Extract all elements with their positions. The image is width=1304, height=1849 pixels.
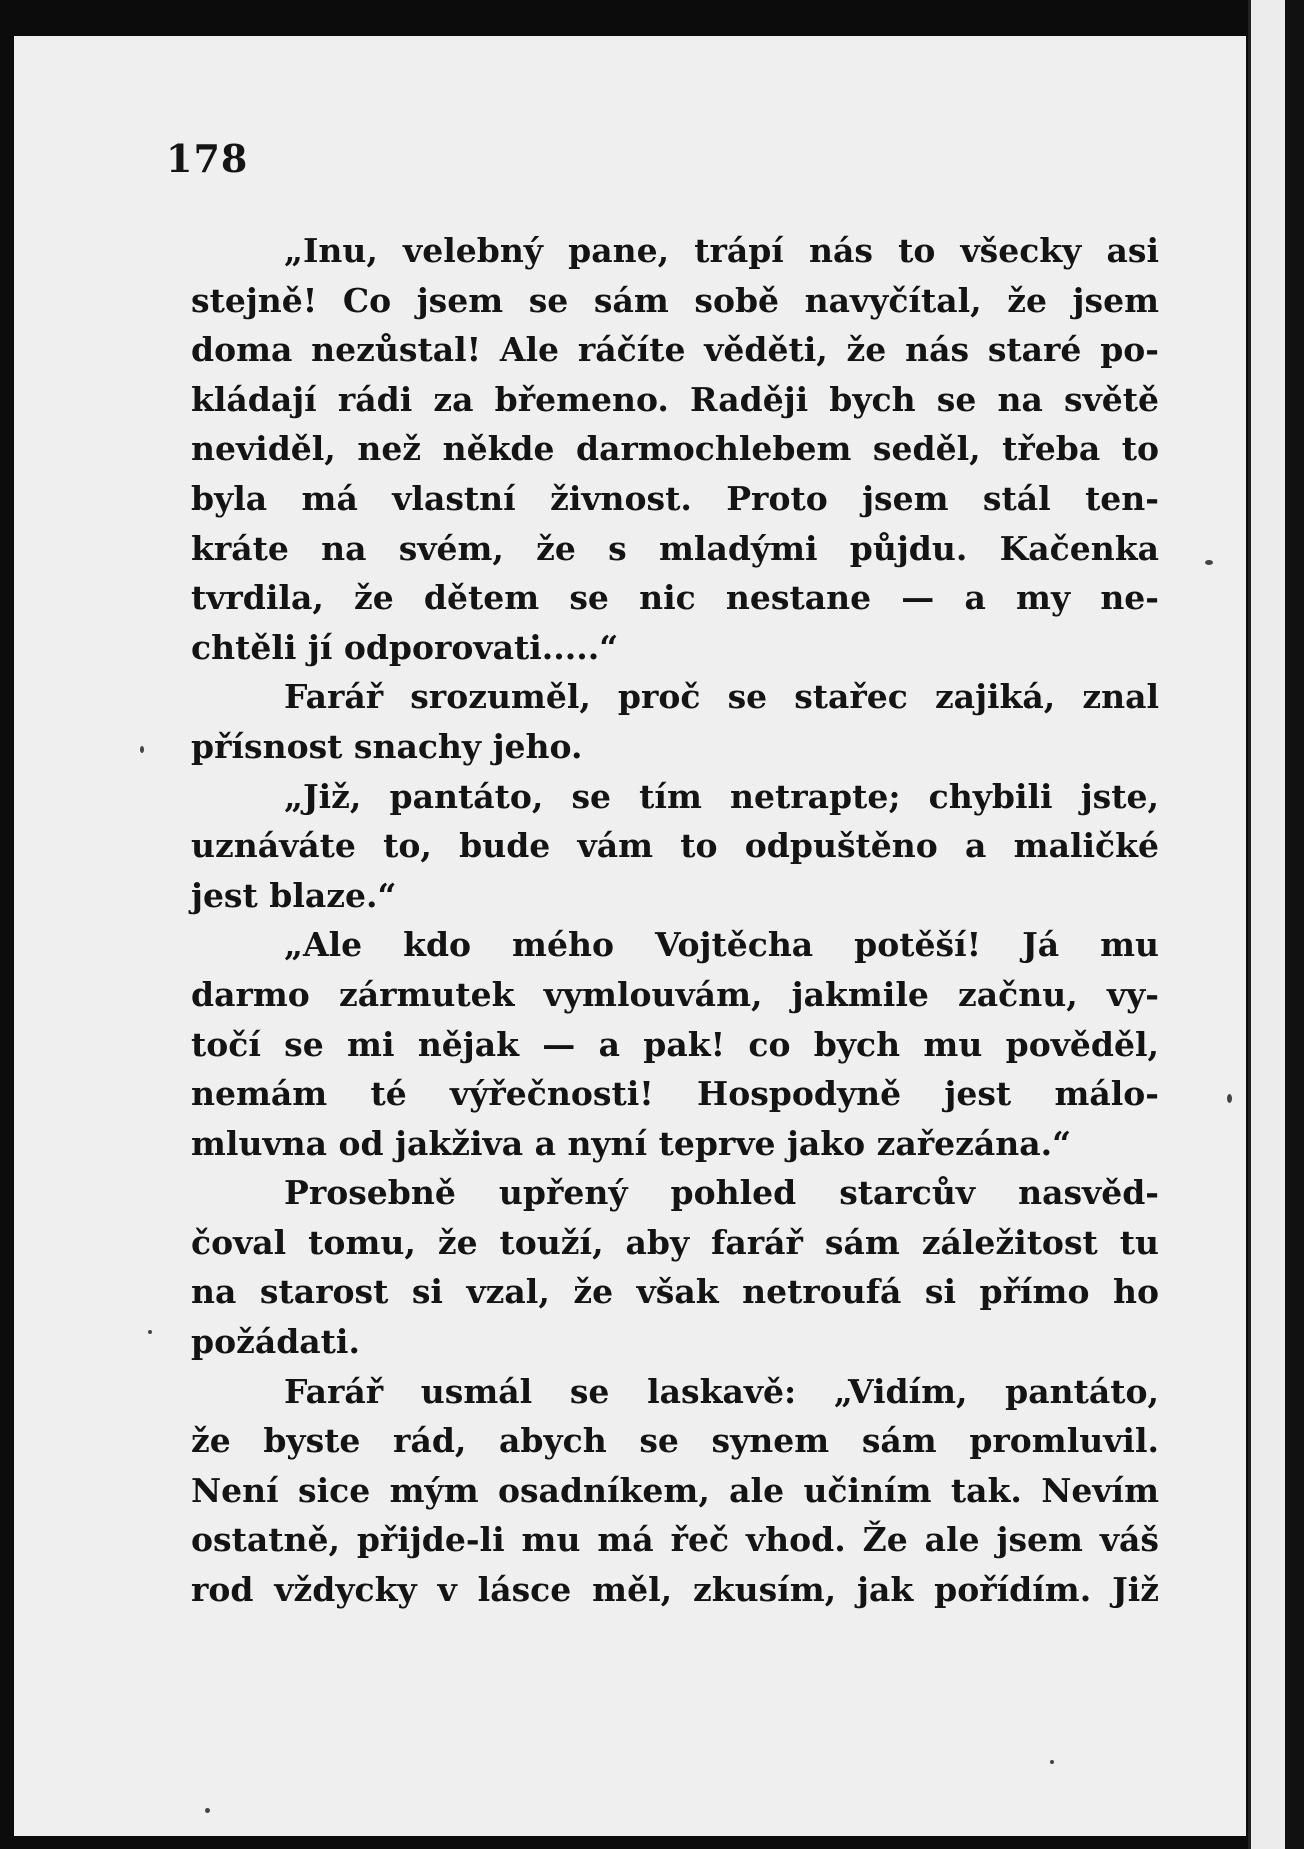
text-line: požádati. bbox=[191, 1322, 360, 1362]
text-line: Prosebně upřený pohled starcův nasvěd- bbox=[284, 1173, 1159, 1213]
scan-speck bbox=[1227, 1094, 1232, 1103]
scan-speck bbox=[1050, 1760, 1054, 1764]
text-line: stejně! Co jsem se sám sobě navyčítal, že jsem bbox=[191, 280, 1159, 320]
text-line: kráte na svém, že s mladými půjdu. Kačenka bbox=[191, 528, 1159, 568]
scan-speck bbox=[205, 1808, 210, 1813]
text-line: byla má vlastní živnost. Proto jsem stál ten- bbox=[191, 478, 1159, 518]
text-line: Není sice mým osadníkem, ale učiním tak. Nevím bbox=[191, 1470, 1159, 1510]
text-line: chtěli jí odporovati.....“ bbox=[191, 627, 619, 667]
adjacent-page-edge bbox=[1248, 0, 1288, 1849]
text-line: neviděl, než někde darmochlebem seděl, třeba to bbox=[191, 429, 1159, 469]
page-number: 178 bbox=[166, 136, 249, 181]
text-line: mluvna od jakživa a nyní teprve jako zařezána.“ bbox=[191, 1123, 1072, 1163]
text-line: uznáváte to, bude vám to odpuštěno a maličké bbox=[191, 826, 1159, 866]
text-line: „Inu, velebný pane, trápí nás to všecky asi bbox=[284, 231, 1159, 270]
text-line: darmo zármutek vymlouvám, jakmile začnu, vy- bbox=[191, 974, 1159, 1014]
text-line: čoval tomu, že touží, aby farář sám záležitost tu bbox=[191, 1222, 1159, 1262]
scan-speck bbox=[140, 746, 144, 753]
text-line: přísnost snachy jeho. bbox=[191, 726, 583, 766]
text-line: že byste rád, abych se synem sám promluvil. bbox=[191, 1421, 1159, 1461]
text-line: Farář srozuměl, proč se stařec zajiká, znal bbox=[284, 677, 1159, 717]
text-line: na starost si vzal, že však netroufá si přímo ho bbox=[191, 1272, 1159, 1312]
text-line: Farář usmál se laskavě: „Vidím, pantáto, bbox=[284, 1371, 1159, 1411]
text-line: točí se mi nějak — a pak! co bych mu pověděl, bbox=[191, 1024, 1159, 1064]
text-line: doma nezůstal! Ale ráčíte věděti, že nás staré po- bbox=[191, 330, 1159, 370]
text-line: jest blaze.“ bbox=[191, 875, 397, 915]
scan-speck bbox=[1205, 560, 1213, 565]
text-line: „Ale kdo mého Vojtěcha potěší! Já mu bbox=[284, 925, 1159, 965]
scan-border bbox=[1285, 0, 1304, 1849]
body-text bbox=[191, 226, 1159, 1615]
text-line: ostatně, přijde-li mu má řeč vhod. Že ale jsem váš bbox=[191, 1520, 1159, 1560]
text-line: kládají rádi za břemeno. Raději bych se na světě bbox=[191, 379, 1159, 419]
text-line: rod vždycky v lásce měl, zkusím, jak pořídím. Již bbox=[191, 1570, 1159, 1610]
scan-speck bbox=[148, 1330, 152, 1334]
text-line: nemám té výřečnosti! Hospodyně jest málo- bbox=[191, 1074, 1159, 1114]
text-line: „Již, pantáto, se tím netrapte; chybili jste, bbox=[284, 776, 1159, 816]
text-line: tvrdila, že dětem se nic nestane — a my ne- bbox=[191, 578, 1159, 618]
